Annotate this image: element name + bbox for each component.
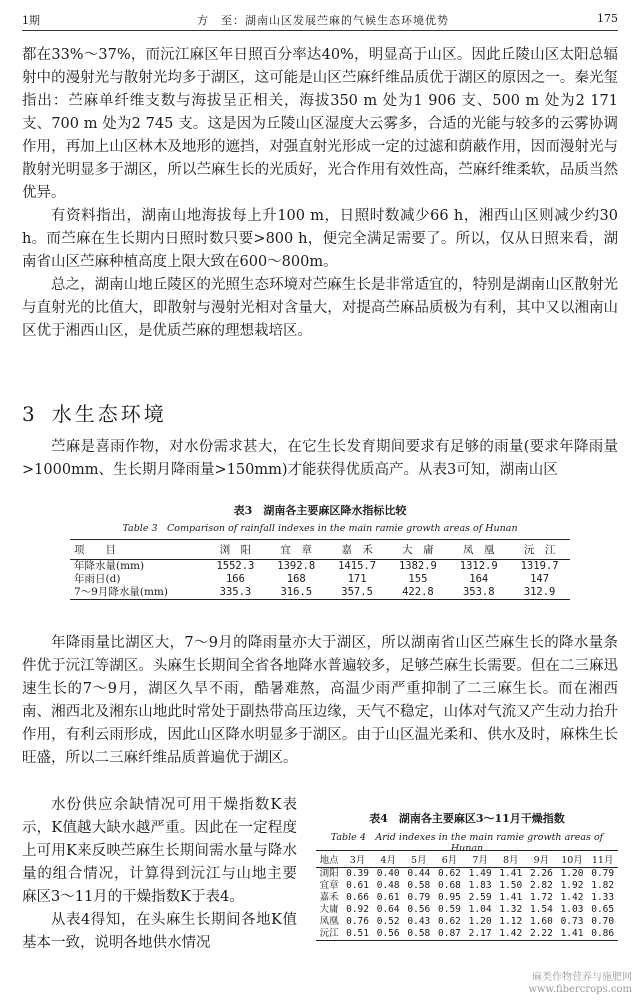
table3-caption-en: Table 3 Comparison of rainfall indexes in the main ramie growth areas of Hunan — [122, 523, 518, 534]
table3-cell: 357.5 — [341, 586, 373, 598]
table4-cell: 0.61 — [346, 880, 369, 891]
table3-cell: 171 — [347, 573, 367, 585]
page-number: 175 — [597, 12, 618, 25]
table4-cell: 1.41 — [560, 928, 584, 939]
paragraph-3: 总之，湖南山地丘陵区的光照生态环境对苎麻生长是非常适宜的，特别是湖南山区散射光与直射光的比值大，即散射与漫射光相对含量大，对提高苎麻品质极为有利，其中又以湘南山区优于湘西山区，是优质苎麻的理想栽培区。 — [22, 277, 618, 339]
table4-caption-cn: 表4 湖南各主要麻区3～11月干燥指数 — [369, 812, 565, 825]
table4-cell: 1.92 — [560, 880, 584, 891]
table3-cell: 164 — [469, 573, 489, 585]
table4-cell: 1.32 — [499, 904, 523, 915]
table3-header-cell: 浏 阳 — [205, 540, 266, 560]
table4-header-cell: 地点 — [316, 851, 342, 868]
paragraph-2: 有资料指出，湖南山地海拔每上升100 m，日照时数减少66 h，湘西山区则减少约30 h。而苎麻在生长期内日照时数只要>800 h，便完全满足需要了。所以，仅从日照来看，湖南省山区苎麻种植高度上限大致在600～800m。 — [22, 208, 618, 270]
table4-cell: 嘉禾 — [319, 892, 339, 903]
table3-header-cell: 大 庸 — [388, 540, 449, 560]
table3-cell: 1312.9 — [459, 560, 498, 572]
table4-cell: 0.51 — [346, 928, 369, 939]
table4-cell: 0.62 — [438, 916, 461, 927]
table4-header-cell: 7月 — [465, 851, 496, 868]
watermark-line-1: 麻类作物营养与施肥网 — [532, 972, 632, 983]
table4-cell: 2.82 — [529, 880, 553, 891]
table4-cell: 0.59 — [438, 904, 461, 915]
running-head — [22, 10, 618, 31]
table-row — [70, 573, 570, 586]
body-text-after-table3 — [22, 632, 618, 770]
table4-cell: 宜章 — [319, 880, 339, 891]
table4-cell: 0.65 — [591, 904, 615, 915]
table-row — [70, 586, 570, 600]
table4-cell: 0.44 — [407, 868, 431, 879]
table3-cell: 1415.7 — [338, 560, 377, 572]
table4-cell: 0.79 — [407, 892, 431, 903]
table3-cell: 335.3 — [219, 586, 252, 598]
table4-cell: 0.39 — [346, 868, 369, 879]
table4-cell: 0.40 — [376, 868, 400, 879]
table3-cell: 年雨日(d) — [74, 573, 121, 585]
table4-header-cell: 9月 — [526, 851, 557, 868]
body-text-top — [22, 44, 618, 343]
table4-header-row — [316, 851, 618, 868]
paragraph-aridity: 水份供应余缺情况可用干燥指数K表示，K值越大缺水越严重。因此在一定程度上可用K来反映苎麻生长期间需水量与降水量的组合情况，计算得到沅江与山地主要麻区3～11月的干燥指数K于表4。 — [22, 797, 297, 905]
table4-cell: 0.68 — [438, 880, 461, 891]
table4-cell: 0.73 — [560, 916, 584, 927]
table-row — [70, 560, 570, 574]
table4-cell: 0.61 — [376, 892, 400, 903]
table3-header-row — [70, 540, 570, 560]
table4-cell: 0.62 — [438, 868, 461, 879]
table4-cell: 1.42 — [560, 892, 584, 903]
table4-header-cell: 6月 — [434, 851, 465, 868]
table4-header-cell: 11月 — [587, 851, 618, 868]
paragraph-section-intro: 苎麻是喜雨作物，对水份需求甚大，在它生长发育期间要求有足够的雨量(要求年降雨量>1000mm、生长期月降雨量>150mm)才能获得优质高产。从表3可知，湖南山区 — [22, 439, 618, 478]
watermark-line-2: www.fibercrops.com — [528, 984, 632, 995]
table4-cell: 1.33 — [591, 892, 615, 903]
table-row — [316, 916, 618, 928]
table3-header-cell: 嘉 禾 — [327, 540, 388, 560]
paragraph-1: 都在33%～37%，而沅江麻区年日照百分率达40%，明显高于山区。因此丘陵山区太阳总辐射中的漫射光与散射光均多于湖区，这可能是山区苎麻纤维品质优于湖区的原因之一。秦光玺指出：苎麻单纤维支数与海拔呈正相关，海拔350 m 处为1 906 支、500 m 处为2 171 支、700 m 处为2 745 支。这是因为丘陵山区湿度大云雾多，合适的光能与较多的云雾协调作用，再加上山区林木及地形的遮挡，对强直射光形成一定的过滤和荫蔽作用，因而漫射光与散射光明显多于湖区，所以苎麻生长的光质好，光合作用有效性高，苎麻纤维柔软，品质当然优异。 — [22, 47, 618, 201]
table4-cell: 2.22 — [529, 928, 553, 939]
table4-cell: 0.66 — [346, 892, 369, 903]
section-number: 3 — [22, 402, 38, 426]
table3-cell: 155 — [408, 573, 428, 585]
table4-header-cell: 8月 — [495, 851, 526, 868]
table4-header-cell: 5月 — [404, 851, 435, 868]
table3-header-cell: 宜 章 — [266, 540, 327, 560]
narrow-text-column — [22, 794, 297, 955]
table4 — [316, 850, 618, 941]
table4-cell: 0.79 — [591, 868, 615, 879]
table-row — [316, 892, 618, 904]
table4-cell: 沅江 — [319, 928, 339, 939]
section-intro — [22, 436, 618, 482]
table4-cell: 1.49 — [468, 868, 492, 879]
table4-cell: 0.56 — [407, 904, 431, 915]
table4-cell: 1.82 — [591, 880, 615, 891]
table4-cell: 2.26 — [529, 868, 553, 879]
table4-cell: 0.95 — [438, 892, 461, 903]
table4-cell: 大庸 — [319, 904, 339, 915]
table4-cell: 0.70 — [591, 916, 615, 927]
table4-cell: 1.20 — [560, 868, 584, 879]
table3-cell: 312.9 — [523, 586, 556, 598]
table3-header-cell: 项 目 — [70, 540, 205, 560]
table3-cell: 422.8 — [402, 586, 434, 598]
table3-cell: 168 — [286, 573, 306, 585]
table4-cell: 0.48 — [376, 880, 400, 891]
table3-header-cell: 凤 凰 — [448, 540, 509, 560]
table4-cell: 0.58 — [407, 928, 431, 939]
table3-cell: 1392.8 — [277, 560, 316, 572]
table4-cell: 1.42 — [499, 928, 523, 939]
table3-cell: 166 — [225, 573, 245, 585]
table4-cell: 1.50 — [499, 880, 523, 891]
table4-header-cell: 3月 — [342, 851, 373, 868]
table4-cell: 0.58 — [407, 880, 431, 891]
table4-cell: 2.17 — [468, 928, 492, 939]
paragraph-after-table3: 年降雨量比湖区大，7～9月的降雨量亦大于湖区，所以湖南省山区苎麻生长的降水量条件优于沅江等湖区。头麻生长期间全省各地降水普遍较多，足够苎麻生长需要。但在二三麻迅速生长的7～9月，湖区久旱不雨，酷暑难熬，高温少雨严重抑制了二三麻生长。而在湘西南、湘西北及湘东山地此时常处于副热带高压边缘，天气不稳定，山体对气流又产生动力抬升作用，有利云雨形成，因此山区降水明显多于湖区。由于山区温光柔和、供水及时，麻株生长旺盛，所以二三麻纤维品质普遍优于湖区。 — [22, 635, 618, 766]
table3 — [70, 539, 570, 600]
table3-cell: 1319.7 — [520, 560, 559, 572]
table4-cell: 1.60 — [529, 916, 553, 927]
table3-cell: 年降水量(mm) — [74, 560, 145, 572]
table4-cell: 0.87 — [438, 928, 461, 939]
table4-cell: 1.83 — [468, 880, 492, 891]
section-title: 水生态环境 — [51, 402, 167, 426]
table4-cell: 0.86 — [591, 928, 615, 939]
table-row — [316, 868, 618, 881]
table3-cell: 1382.9 — [398, 560, 437, 572]
running-title: 方 至：湖南山区发展苎麻的气候生态环境优势 — [197, 14, 449, 27]
paragraph-table4-ref: 从表4得知，在头麻生长期间各地K值基本一致，说明各地供水情况 — [22, 912, 297, 951]
table4-cell: 浏阳 — [319, 868, 339, 879]
table3-cell: 7～9月降水量(mm) — [74, 586, 168, 598]
table4-cell: 1.41 — [499, 868, 523, 879]
table4-caption-en: Table 4 Arid indexes in the main ramie growth areas of Hunan — [330, 832, 604, 854]
table4-cell: 1.20 — [468, 916, 492, 927]
table-row — [316, 904, 618, 916]
table4-cell: 0.52 — [376, 916, 400, 927]
table4-cell: 0.64 — [376, 904, 400, 915]
table4-cell: 0.56 — [376, 928, 400, 939]
table4-cell: 0.76 — [346, 916, 369, 927]
table4-cell: 凤凰 — [319, 916, 339, 927]
issue-label: 1期 — [22, 14, 40, 27]
table4-cell: 1.54 — [529, 904, 553, 915]
table-row — [316, 928, 618, 941]
table3-caption-cn: 表3 湖南各主要麻区降水指标比较 — [233, 504, 407, 517]
table3-cell: 1552.3 — [216, 560, 255, 572]
table4-header-cell: 4月 — [373, 851, 404, 868]
table3-cell: 316.5 — [280, 586, 313, 598]
site-watermark — [528, 972, 632, 996]
table-row — [316, 880, 618, 892]
table4-cell: 1.04 — [468, 904, 492, 915]
table4-cell: 1.12 — [499, 916, 523, 927]
table4-cell: 1.03 — [560, 904, 584, 915]
table4-cell: 1.72 — [529, 892, 553, 903]
table3-header-cell: 沅 江 — [509, 540, 570, 560]
table3-cell: 353.8 — [462, 586, 495, 598]
table3-cell: 147 — [530, 573, 550, 585]
table4-cell: 0.92 — [346, 904, 369, 915]
table4-cell: 2.59 — [468, 892, 492, 903]
table4-cell: 0.43 — [407, 916, 431, 927]
table4-cell: 1.41 — [499, 892, 523, 903]
section-heading — [22, 398, 167, 427]
table4-header-cell: 10月 — [557, 851, 588, 868]
